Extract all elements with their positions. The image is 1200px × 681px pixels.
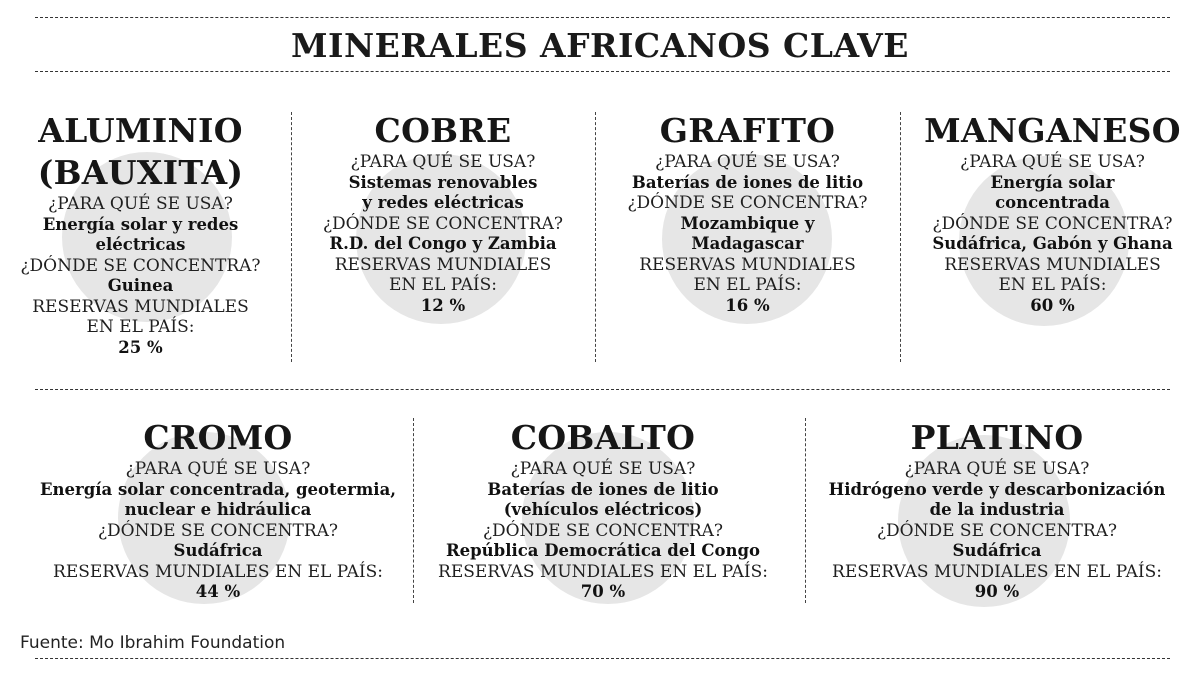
uso-value: Energía solar y redes: [42, 214, 239, 234]
reservas-label: EN EL PAÍS:: [693, 275, 802, 295]
donde-label: ¿DÓNDE SE CONCENTRA?: [322, 213, 564, 234]
uso-label: ¿PARA QUÉ SE USA?: [655, 152, 840, 172]
donde-label: ¿DÓNDE SE CONCENTRA?: [97, 520, 339, 541]
donde-value: Sudáfrica, Gabón y Ghana: [932, 234, 1173, 253]
uso-value: Hidrógeno verde y descarbonización: [828, 479, 1166, 499]
uso-label: ¿PARA QUÉ SE USA?: [350, 152, 536, 172]
mineral-name: (BAUXITA): [37, 153, 244, 192]
uso-value: (vehículos eléctricos): [503, 500, 703, 519]
reservas-value: 60 %: [1030, 295, 1075, 315]
uso-value: eléctricas: [95, 235, 186, 254]
title-divider: [35, 71, 1170, 72]
mineral-card-cromo: [0, 417, 412, 617]
mineral-name: MANGANESO: [924, 111, 1181, 150]
uso-value: Energía solar: [990, 172, 1115, 192]
reservas-value: 70 %: [580, 582, 626, 601]
reservas-label: EN EL PAÍS:: [86, 317, 195, 337]
mineral-card-manganeso: [901, 110, 1200, 380]
reservas-label: RESERVAS MUNDIALES: [32, 296, 249, 317]
donde-label: ¿DÓNDE SE CONCENTRA?: [482, 520, 724, 541]
uso-value: de la industria: [929, 500, 1065, 519]
reservas-label: RESERVAS MUNDIALES EN EL PAÍS:: [832, 561, 1162, 582]
donde-value: Sudáfrica: [173, 541, 263, 560]
donde-value: Mozambique y: [680, 213, 815, 233]
mineral-name: CROMO: [143, 418, 293, 457]
reservas-value: 16 %: [725, 295, 770, 315]
top-divider: [35, 17, 1170, 18]
infographic-title: MINERALES AFRICANOS CLAVE: [291, 26, 909, 65]
mineral-name: COBRE: [374, 111, 512, 150]
uso-label: ¿PARA QUÉ SE USA?: [904, 459, 1090, 479]
uso-value: Baterías de iones de litio: [631, 172, 864, 192]
donde-value: Sudáfrica: [952, 541, 1042, 560]
mineral-card-cobalto: [414, 417, 804, 617]
donde-value: República Democrática del Congo: [445, 541, 761, 560]
reservas-label: RESERVAS MUNDIALES: [944, 254, 1161, 275]
reservas-value: 90 %: [974, 582, 1020, 601]
reservas-label: RESERVAS MUNDIALES: [334, 254, 552, 275]
uso-value: Sistemas renovables: [348, 172, 538, 192]
mineral-card-aluminio: [0, 110, 285, 380]
bottom-divider: [35, 658, 1170, 659]
uso-value: nuclear e hidráulica: [124, 500, 312, 519]
donde-value: Guinea: [107, 276, 174, 295]
mineral-card-cobre: [292, 110, 594, 380]
reservas-value: 12 %: [420, 295, 466, 315]
row-divider: [35, 389, 1170, 390]
mineral-name: GRAFITO: [659, 111, 836, 150]
mineral-card-platino: [806, 417, 1200, 617]
donde-label: ¿DÓNDE SE CONCENTRA?: [627, 193, 868, 213]
uso-label: ¿PARA QUÉ SE USA?: [48, 194, 233, 214]
donde-label: ¿DÓNDE SE CONCENTRA?: [932, 213, 1173, 234]
reservas-label: RESERVAS MUNDIALES: [639, 254, 856, 275]
donde-value: Madagascar: [691, 234, 804, 253]
mineral-name: COBALTO: [510, 418, 696, 457]
donde-label: ¿DÓNDE SE CONCENTRA?: [20, 255, 261, 276]
uso-value: y redes eléctricas: [362, 193, 524, 212]
uso-label: ¿PARA QUÉ SE USA?: [125, 459, 311, 479]
donde-label: ¿DÓNDE SE CONCENTRA?: [876, 520, 1118, 541]
source-credit: Fuente: Mo Ibrahim Foundation: [20, 633, 286, 653]
mineral-name: ALUMINIO: [38, 111, 243, 150]
reservas-value: 44 %: [195, 582, 241, 601]
donde-value: R.D. del Congo y Zambia: [329, 234, 557, 253]
uso-value: Energía solar concentrada, geotermia,: [39, 479, 397, 499]
mineral-card-grafito: [596, 110, 899, 380]
uso-value: Baterías de iones de litio: [487, 479, 719, 499]
reservas-label: EN EL PAÍS:: [998, 275, 1107, 295]
reservas-label: RESERVAS MUNDIALES EN EL PAÍS:: [438, 561, 768, 582]
reservas-label: EN EL PAÍS:: [388, 275, 498, 295]
uso-value: concentrada: [995, 193, 1110, 212]
reservas-value: 25 %: [118, 337, 163, 357]
reservas-label: RESERVAS MUNDIALES EN EL PAÍS:: [53, 561, 383, 582]
uso-label: ¿PARA QUÉ SE USA?: [510, 459, 696, 479]
mineral-name: PLATINO: [910, 418, 1084, 457]
uso-label: ¿PARA QUÉ SE USA?: [960, 152, 1145, 172]
